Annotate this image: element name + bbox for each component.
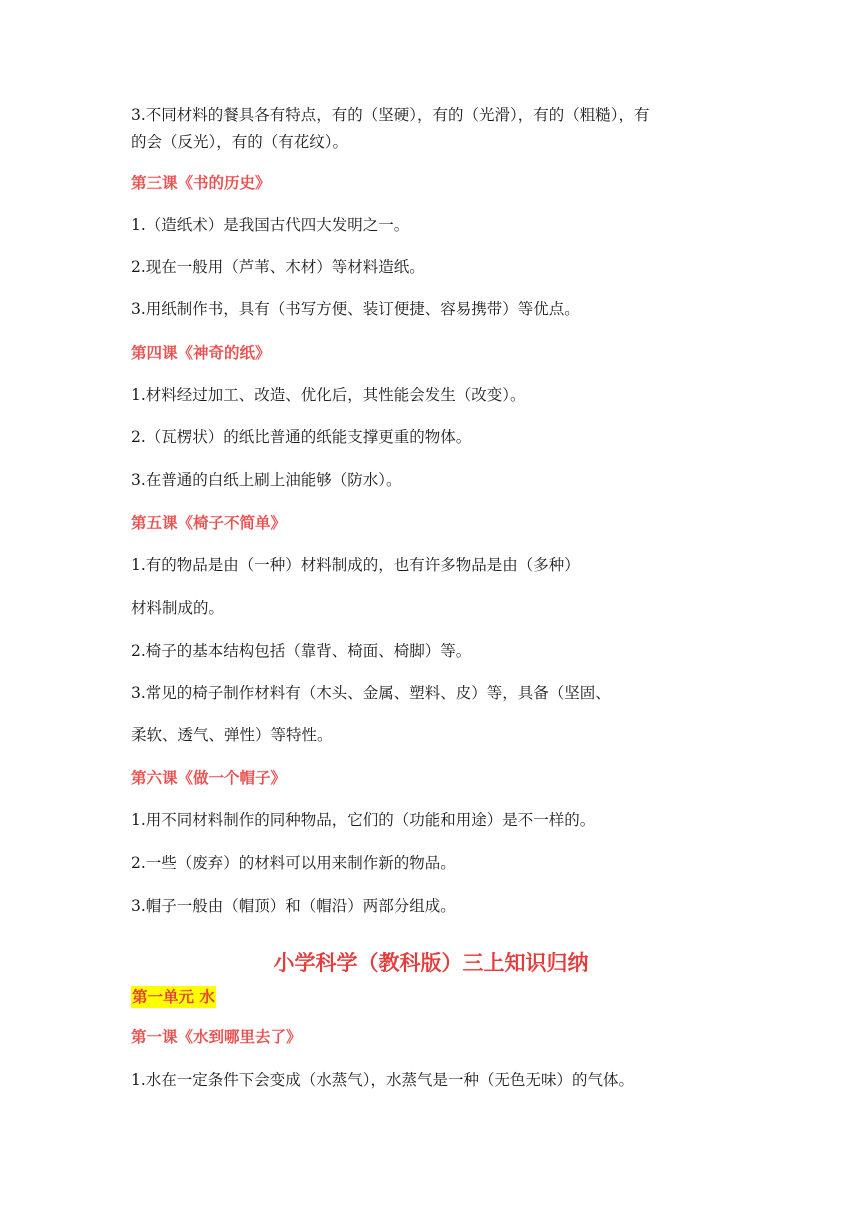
lesson3-item-1: 1.（造纸术）是我国古代四大发明之一。 <box>131 216 410 234</box>
unit1-lesson1-item-1: 1.水在一定条件下会变成（水蒸气），水蒸气是一种（无色无味）的气体。 <box>131 1071 635 1089</box>
lesson6-item-1: 1.用不同材料制作的同种物品，它们的（功能和用途）是不一样的。 <box>131 811 596 829</box>
lesson4-heading: 第四课《神奇的纸》 <box>131 344 271 362</box>
lesson6-heading: 第六课《做一个帽子》 <box>131 769 287 787</box>
section-title: 小学科学（教科版）三上知识归纳 <box>273 951 589 975</box>
lesson5-item-1-line-1: 1.有的物品是由（一种）材料制成的，也有许多物品是由（多种） <box>131 556 580 574</box>
lesson6-item-3: 3.帽子一般由（帽顶）和（帽沿）两部分组成。 <box>131 897 456 915</box>
text-line: 的会（反光），有的（有花纹）。 <box>131 133 349 151</box>
lesson5-item-2: 2.椅子的基本结构包括（靠背、椅面、椅脚）等。 <box>131 642 472 660</box>
unit1-label: 第一单元 水 <box>132 988 215 1006</box>
lesson3-item-2: 2.现在一般用（芦苇、木材）等材料造纸。 <box>131 258 425 276</box>
lesson5-item-3-line-1: 3.常见的椅子制作材料有（木头、金属、塑料、皮）等，具备（坚固、 <box>131 684 611 702</box>
lesson5-heading: 第五课《椅子不简单》 <box>131 514 287 532</box>
lesson4-item-1: 1.材料经过加工、改造、优化后，其性能会发生（改变）。 <box>131 386 526 404</box>
lesson5-item-1-line-2: 材料制成的。 <box>131 599 225 617</box>
text-line: 3.不同材料的餐具各有特点，有的（坚硬），有的（光滑），有的（粗糙），有 <box>131 106 650 124</box>
lesson6-item-2: 2.一些（废弃）的材料可以用来制作新的物品。 <box>131 854 456 872</box>
lesson3-item-3: 3.用纸制作书，具有（书写方便、装订便捷、容易携带）等优点。 <box>131 300 580 318</box>
lesson5-item-3-line-2: 柔软、透气、弹性）等特性。 <box>131 726 333 744</box>
unit1-lesson1-heading: 第一课《水到哪里去了》 <box>131 1028 302 1046</box>
lesson4-item-2: 2.（瓦楞状）的纸比普通的纸能支撑更重的物体。 <box>131 428 472 446</box>
lesson4-item-3: 3.在普通的白纸上刷上油能够（防水）。 <box>131 471 402 489</box>
lesson3-heading: 第三课《书的历史》 <box>131 174 271 192</box>
paragraph-tableware-features <box>131 102 731 156</box>
